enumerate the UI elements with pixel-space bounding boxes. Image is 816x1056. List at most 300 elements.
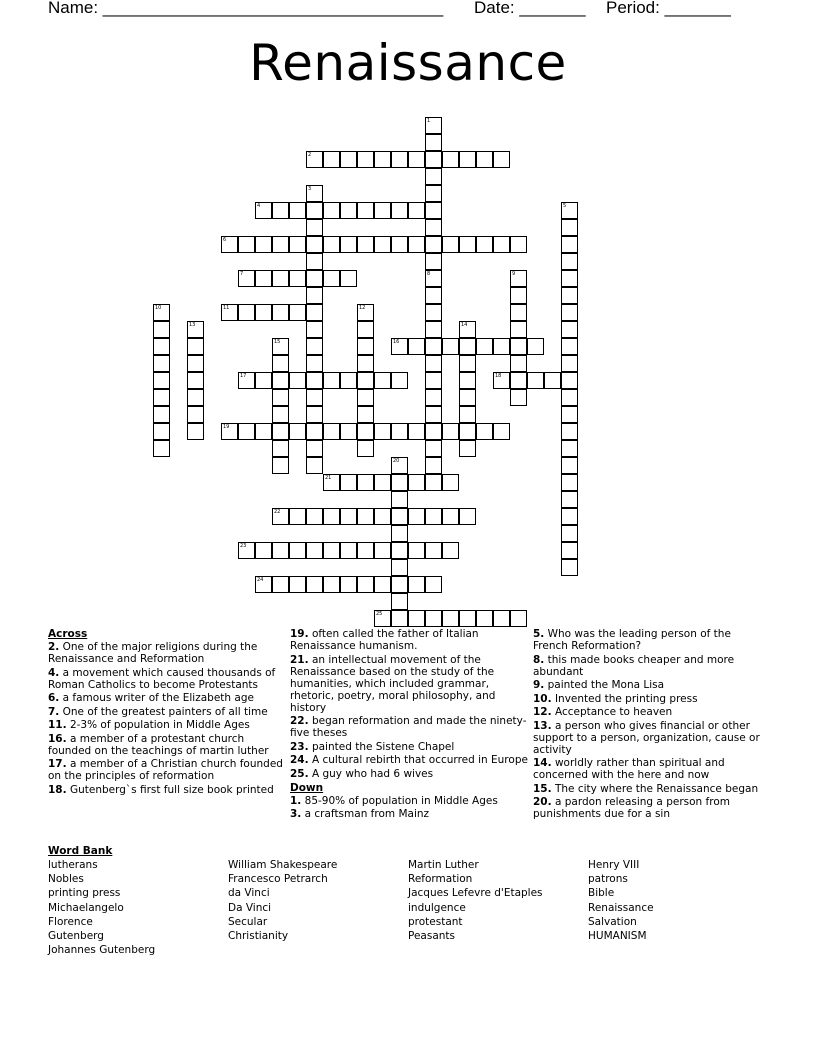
word-bank-item: Johannes Gutenberg xyxy=(48,944,156,957)
crossword-cell[interactable] xyxy=(561,559,578,576)
crossword-cell[interactable] xyxy=(425,185,442,202)
clue-number: 3. xyxy=(290,808,302,820)
crossword-cell[interactable] xyxy=(306,576,323,593)
clue-item xyxy=(48,733,284,757)
crossword-cell[interactable] xyxy=(476,151,493,168)
name-field-label: Name: ____________________________________ xyxy=(48,0,444,17)
crossword-cell[interactable] xyxy=(238,304,255,321)
crossword-cell[interactable] xyxy=(340,270,357,287)
crossword-cell[interactable] xyxy=(425,202,442,219)
crossword-cell[interactable] xyxy=(561,236,578,253)
crossword-cell[interactable] xyxy=(289,202,306,219)
crossword-cell[interactable] xyxy=(323,576,340,593)
crossword-cell[interactable] xyxy=(289,542,306,559)
crossword-cell[interactable] xyxy=(272,304,289,321)
crossword-cell[interactable] xyxy=(561,355,578,372)
crossword-cell[interactable] xyxy=(459,423,476,440)
crossword-cell[interactable] xyxy=(459,508,476,525)
crossword-cell[interactable] xyxy=(255,372,272,389)
crossword-cell[interactable] xyxy=(289,423,306,440)
crossword-cell[interactable] xyxy=(425,287,442,304)
crossword-cell[interactable] xyxy=(408,508,425,525)
word-bank-item: Martin Luther xyxy=(408,859,479,871)
crossword-cell[interactable] xyxy=(255,423,272,440)
crossword-cell[interactable] xyxy=(510,287,527,304)
crossword-cell[interactable] xyxy=(187,389,204,406)
crossword-cell[interactable] xyxy=(459,389,476,406)
crossword-cell[interactable] xyxy=(561,440,578,457)
page-title: Renaissance xyxy=(249,34,567,92)
crossword-cell[interactable] xyxy=(153,389,170,406)
crossword-cell[interactable] xyxy=(425,355,442,372)
word-bank-item: protestant xyxy=(408,915,463,928)
crossword-cell[interactable] xyxy=(391,491,408,508)
clue-item xyxy=(290,768,528,780)
clue-number: 7. xyxy=(48,705,60,718)
clue-number: 10. xyxy=(533,692,552,705)
crossword-cell[interactable] xyxy=(561,491,578,508)
crossword-cell[interactable] xyxy=(272,372,289,389)
crossword-clue-number: 18 xyxy=(495,373,502,379)
crossword-cell[interactable] xyxy=(272,236,289,253)
crossword-cell[interactable] xyxy=(391,508,408,525)
clue-item xyxy=(290,808,528,820)
crossword-cell[interactable] xyxy=(408,202,425,219)
crossword-cell[interactable] xyxy=(425,134,442,151)
crossword-clue-number: 11 xyxy=(223,305,230,311)
crossword-cell[interactable] xyxy=(238,236,255,253)
crossword-cell[interactable] xyxy=(272,406,289,423)
crossword-cell[interactable] xyxy=(187,355,204,372)
crossword-cell[interactable] xyxy=(442,236,459,253)
crossword-cell[interactable] xyxy=(153,440,170,457)
crossword-cell[interactable] xyxy=(510,304,527,321)
crossword-cell[interactable] xyxy=(306,457,323,474)
crossword-cell[interactable] xyxy=(391,423,408,440)
crossword-cell[interactable] xyxy=(442,474,459,491)
clue-item xyxy=(290,628,528,652)
crossword-cell[interactable] xyxy=(459,236,476,253)
crossword-cell[interactable] xyxy=(425,338,442,355)
crossword-cell[interactable] xyxy=(425,253,442,270)
clue-text: this made books cheaper and more abundant xyxy=(533,653,735,678)
clue-item xyxy=(48,692,284,704)
word-bank-item: Renaissance xyxy=(588,901,654,914)
crossword-cell[interactable] xyxy=(272,389,289,406)
crossword-cell[interactable] xyxy=(374,542,391,559)
clue-text: A cultural rebirth that occurred in Europe xyxy=(308,754,528,766)
crossword-cell[interactable] xyxy=(510,389,527,406)
crossword-cell[interactable] xyxy=(425,440,442,457)
crossword-cell[interactable] xyxy=(255,542,272,559)
clue-text: The city where the Renaissance began xyxy=(551,782,759,795)
crossword-cell[interactable] xyxy=(289,236,306,253)
crossword-clue-number: 15 xyxy=(274,339,281,345)
crossword-cell[interactable] xyxy=(306,202,323,219)
crossword-cell[interactable] xyxy=(340,372,357,389)
crossword-cell[interactable] xyxy=(272,542,289,559)
date-field-label: Date: _______ xyxy=(474,0,586,17)
clue-section-heading: Down xyxy=(290,781,324,794)
crossword-clue-number: 8 xyxy=(427,271,431,277)
crossword-cell[interactable] xyxy=(459,151,476,168)
crossword-cell[interactable] xyxy=(391,610,408,627)
crossword-cell[interactable] xyxy=(493,151,510,168)
crossword-cell[interactable] xyxy=(510,355,527,372)
crossword-cell[interactable] xyxy=(425,457,442,474)
crossword-cell[interactable] xyxy=(561,304,578,321)
clue-text: painted the Mona Lisa xyxy=(544,679,665,691)
clue-number: 20. xyxy=(533,796,552,808)
word-bank-column-2 xyxy=(228,858,337,943)
crossword-cell[interactable] xyxy=(425,304,442,321)
crossword-clue-number: 4 xyxy=(257,203,261,209)
crossword-cell[interactable] xyxy=(391,151,408,168)
clue-section-heading: Across xyxy=(48,628,88,640)
crossword-cell[interactable] xyxy=(425,423,442,440)
crossword-cell[interactable] xyxy=(153,355,170,372)
crossword-cell[interactable] xyxy=(323,423,340,440)
crossword-cell[interactable] xyxy=(357,355,374,372)
crossword-cell[interactable] xyxy=(476,338,493,355)
word-bank-column-4 xyxy=(588,858,654,943)
clue-text: One of the major religions during the Renaissance and Reformation xyxy=(48,641,258,665)
crossword-cell[interactable] xyxy=(357,542,374,559)
crossword-cell[interactable] xyxy=(391,202,408,219)
crossword-cell[interactable] xyxy=(425,321,442,338)
crossword-cell[interactable] xyxy=(561,219,578,236)
crossword-cell[interactable] xyxy=(408,610,425,627)
crossword-cell[interactable] xyxy=(357,474,374,491)
crossword-cell[interactable] xyxy=(425,389,442,406)
crossword-cell[interactable] xyxy=(306,270,323,287)
crossword-cell[interactable] xyxy=(153,338,170,355)
crossword-cell[interactable] xyxy=(408,576,425,593)
clue-text: 2-3% of population in Middle Ages xyxy=(66,719,250,731)
crossword-cell[interactable] xyxy=(306,253,323,270)
crossword-cell[interactable] xyxy=(187,372,204,389)
crossword-cell[interactable] xyxy=(527,338,544,355)
crossword-cell[interactable] xyxy=(272,576,289,593)
clue-item xyxy=(48,719,284,731)
crossword-cell[interactable] xyxy=(357,576,374,593)
crossword-cell[interactable] xyxy=(561,423,578,440)
crossword-cell[interactable] xyxy=(408,151,425,168)
crossword-cell[interactable] xyxy=(374,202,391,219)
crossword-cell[interactable] xyxy=(391,474,408,491)
clue-text: Who was the leading person of the French Reformation? xyxy=(533,628,731,652)
crossword-cell[interactable] xyxy=(289,372,306,389)
crossword-cell[interactable] xyxy=(374,372,391,389)
crossword-cell[interactable] xyxy=(408,236,425,253)
crossword-cell[interactable] xyxy=(493,236,510,253)
crossword-cell[interactable] xyxy=(476,236,493,253)
crossword-cell[interactable] xyxy=(374,423,391,440)
crossword-cell[interactable] xyxy=(459,338,476,355)
crossword-cell[interactable] xyxy=(306,440,323,457)
crossword-cell[interactable] xyxy=(306,508,323,525)
crossword-clue-number: 21 xyxy=(325,475,332,481)
crossword-cell[interactable] xyxy=(357,151,374,168)
crossword-cell[interactable] xyxy=(391,593,408,610)
crossword-cell[interactable] xyxy=(357,202,374,219)
crossword-cell[interactable] xyxy=(357,338,374,355)
clue-text: Invented the printing press xyxy=(551,692,698,705)
crossword-clue-number: 6 xyxy=(223,237,227,243)
crossword-cell[interactable] xyxy=(323,372,340,389)
crossword-cell[interactable] xyxy=(187,406,204,423)
clue-item xyxy=(290,754,528,766)
crossword-cell[interactable] xyxy=(357,406,374,423)
crossword-cell[interactable] xyxy=(357,321,374,338)
crossword-cell[interactable] xyxy=(306,338,323,355)
crossword-cell[interactable] xyxy=(289,576,306,593)
crossword-cell[interactable] xyxy=(306,423,323,440)
clue-number: 2. xyxy=(48,641,60,653)
crossword-cell[interactable] xyxy=(408,423,425,440)
crossword-cell[interactable] xyxy=(306,389,323,406)
crossword-cell[interactable] xyxy=(340,576,357,593)
crossword-cell[interactable] xyxy=(561,253,578,270)
crossword-cell[interactable] xyxy=(510,236,527,253)
crossword-cell[interactable] xyxy=(187,423,204,440)
crossword-cell[interactable] xyxy=(459,372,476,389)
clue-text: a person who gives financial or other support to a person, organization, cause or activity xyxy=(533,719,760,756)
crossword-cell[interactable] xyxy=(442,338,459,355)
crossword-clue-number: 17 xyxy=(240,373,247,379)
crossword-cell[interactable] xyxy=(374,576,391,593)
crossword-cell[interactable] xyxy=(323,508,340,525)
clue-number: 12. xyxy=(533,706,552,718)
crossword-cell[interactable] xyxy=(442,151,459,168)
crossword-cell[interactable] xyxy=(510,372,527,389)
crossword-cell[interactable] xyxy=(153,321,170,338)
crossword-cell[interactable] xyxy=(187,338,204,355)
crossword-cell[interactable] xyxy=(255,304,272,321)
crossword-cell[interactable] xyxy=(459,406,476,423)
crossword-cell[interactable] xyxy=(442,423,459,440)
crossword-cell[interactable] xyxy=(459,355,476,372)
crossword-cell[interactable] xyxy=(561,338,578,355)
crossword-cell[interactable] xyxy=(374,508,391,525)
word-bank-item: Peasants xyxy=(408,930,455,943)
crossword-cell[interactable] xyxy=(425,151,442,168)
clues-column-2 xyxy=(290,628,528,822)
crossword-cell[interactable] xyxy=(493,338,510,355)
word-bank-item: Christianity xyxy=(228,930,289,943)
crossword-cell[interactable] xyxy=(374,474,391,491)
clue-number: 25. xyxy=(290,767,309,780)
crossword-cell[interactable] xyxy=(272,202,289,219)
crossword-cell[interactable] xyxy=(561,525,578,542)
clue-number: 1. xyxy=(290,794,302,807)
crossword-cell[interactable] xyxy=(357,423,374,440)
crossword-cell[interactable] xyxy=(153,406,170,423)
crossword-cell[interactable] xyxy=(391,559,408,576)
crossword-cell[interactable] xyxy=(391,372,408,389)
crossword-cell[interactable] xyxy=(408,542,425,559)
clue-item xyxy=(290,795,528,807)
crossword-cell[interactable] xyxy=(340,423,357,440)
clue-number: 23. xyxy=(290,740,309,753)
crossword-cell[interactable] xyxy=(340,202,357,219)
clue-number: 13. xyxy=(533,719,552,732)
crossword-cell[interactable] xyxy=(306,236,323,253)
crossword-cell[interactable] xyxy=(493,610,510,627)
crossword-cell[interactable] xyxy=(425,406,442,423)
crossword-cell[interactable] xyxy=(527,372,544,389)
word-bank-item: lutherans xyxy=(48,859,98,871)
crossword-cell[interactable] xyxy=(340,474,357,491)
crossword-cell[interactable] xyxy=(357,372,374,389)
crossword-cell[interactable] xyxy=(561,508,578,525)
crossword-cell[interactable] xyxy=(425,508,442,525)
word-bank-item: Da Vinci xyxy=(228,901,272,914)
word-bank-item: Henry VIII xyxy=(588,859,640,871)
crossword-cell[interactable] xyxy=(391,576,408,593)
crossword-cell[interactable] xyxy=(561,474,578,491)
crossword-cell[interactable] xyxy=(340,151,357,168)
crossword-cell[interactable] xyxy=(306,542,323,559)
clue-item xyxy=(533,757,768,781)
crossword-cell[interactable] xyxy=(510,610,527,627)
word-bank-item: Secular xyxy=(228,915,268,928)
crossword-clue-number: 22 xyxy=(274,509,281,515)
crossword-clue-number: 9 xyxy=(512,271,516,277)
clue-text: a member of a protestant church founded on the teachings of martin luther xyxy=(48,732,269,757)
crossword-cell[interactable] xyxy=(425,168,442,185)
word-bank-item: HUMANISM xyxy=(588,930,647,943)
clue-item xyxy=(533,693,768,705)
crossword-cell[interactable] xyxy=(425,219,442,236)
clue-item xyxy=(533,679,768,691)
crossword-cell[interactable] xyxy=(306,372,323,389)
crossword-cell[interactable] xyxy=(425,576,442,593)
clues-column-3 xyxy=(533,628,768,822)
crossword-cell[interactable] xyxy=(442,542,459,559)
crossword-cell[interactable] xyxy=(561,372,578,389)
clue-text: a craftsman from Mainz xyxy=(301,808,430,820)
crossword-cell[interactable] xyxy=(153,423,170,440)
crossword-cell[interactable] xyxy=(272,270,289,287)
crossword-cell[interactable] xyxy=(425,610,442,627)
crossword-cell[interactable] xyxy=(510,338,527,355)
crossword-cell[interactable] xyxy=(561,406,578,423)
crossword-cell[interactable] xyxy=(255,270,272,287)
crossword-cell[interactable] xyxy=(289,304,306,321)
crossword-cell[interactable] xyxy=(323,202,340,219)
crossword-cell[interactable] xyxy=(272,423,289,440)
crossword-cell[interactable] xyxy=(357,440,374,457)
crossword-cell[interactable] xyxy=(272,440,289,457)
clue-number: 9. xyxy=(533,679,545,691)
crossword-clue-number: 12 xyxy=(359,305,366,311)
crossword-cell[interactable] xyxy=(255,236,272,253)
crossword-cell[interactable] xyxy=(391,236,408,253)
word-bank-item: Nobles xyxy=(48,873,84,886)
crossword-cell[interactable] xyxy=(425,542,442,559)
crossword-cell[interactable] xyxy=(374,151,391,168)
crossword-cell[interactable] xyxy=(561,287,578,304)
crossword-cell[interactable] xyxy=(323,542,340,559)
crossword-cell[interactable] xyxy=(459,610,476,627)
crossword-clue-number: 2 xyxy=(308,152,312,158)
crossword-cell[interactable] xyxy=(357,389,374,406)
crossword-cell[interactable] xyxy=(340,236,357,253)
crossword-cell[interactable] xyxy=(425,474,442,491)
crossword-cell[interactable] xyxy=(561,542,578,559)
crossword-clue-number: 13 xyxy=(189,322,196,328)
crossword-cell[interactable] xyxy=(510,321,527,338)
crossword-cell[interactable] xyxy=(357,236,374,253)
crossword-cell[interactable] xyxy=(476,610,493,627)
word-bank-item: William Shakespeare xyxy=(228,859,338,871)
clue-item xyxy=(533,783,768,795)
crossword-cell[interactable] xyxy=(357,508,374,525)
crossword-cell[interactable] xyxy=(442,508,459,525)
crossword-cell[interactable] xyxy=(289,508,306,525)
word-bank-item: Gutenberg xyxy=(48,930,104,943)
crossword-cell[interactable] xyxy=(306,219,323,236)
crossword-clue-number: 23 xyxy=(240,543,247,549)
crossword-cell[interactable] xyxy=(561,270,578,287)
clue-text: A guy who had 6 wives xyxy=(308,767,434,780)
crossword-cell[interactable] xyxy=(340,508,357,525)
clue-text: painted the Sistene Chapel xyxy=(308,740,455,753)
crossword-cell[interactable] xyxy=(323,236,340,253)
crossword-cell[interactable] xyxy=(340,542,357,559)
crossword-cell[interactable] xyxy=(272,355,289,372)
crossword-cell[interactable] xyxy=(306,287,323,304)
crossword-cell[interactable] xyxy=(476,423,493,440)
word-bank-title: Word Bank xyxy=(48,845,113,857)
crossword-cell[interactable] xyxy=(561,389,578,406)
crossword-cell[interactable] xyxy=(306,355,323,372)
word-bank-item: patrons xyxy=(588,873,628,886)
clue-number: 21. xyxy=(290,653,309,666)
crossword-cell[interactable] xyxy=(493,423,510,440)
crossword-cell[interactable] xyxy=(442,610,459,627)
crossword-cell[interactable] xyxy=(323,151,340,168)
crossword-cell[interactable] xyxy=(323,270,340,287)
crossword-cell[interactable] xyxy=(561,457,578,474)
crossword-cell[interactable] xyxy=(459,440,476,457)
crossword-cell[interactable] xyxy=(153,372,170,389)
crossword-cell[interactable] xyxy=(306,304,323,321)
clue-text: often called the father of Italian Renaissance humanism. xyxy=(290,628,479,652)
crossword-cell[interactable] xyxy=(425,372,442,389)
crossword-cell[interactable] xyxy=(408,474,425,491)
word-bank-item: printing press xyxy=(48,887,121,900)
crossword-cell[interactable] xyxy=(391,525,408,542)
crossword-cell[interactable] xyxy=(425,236,442,253)
crossword-cell[interactable] xyxy=(272,457,289,474)
clue-text: a movement which caused thousands of Roman Catholics to become Protestants xyxy=(48,666,276,691)
clue-item xyxy=(533,654,768,678)
crossword-cell[interactable] xyxy=(374,236,391,253)
crossword-cell[interactable] xyxy=(561,321,578,338)
crossword-cell[interactable] xyxy=(289,270,306,287)
clues-column-1 xyxy=(48,628,284,797)
crossword-cell[interactable] xyxy=(391,542,408,559)
crossword-clue-number: 16 xyxy=(393,339,400,345)
crossword-cell[interactable] xyxy=(306,321,323,338)
crossword-cell[interactable] xyxy=(306,406,323,423)
crossword-cell[interactable] xyxy=(544,372,561,389)
crossword-cell[interactable] xyxy=(238,423,255,440)
clue-number: 11. xyxy=(48,719,67,731)
crossword-cell[interactable] xyxy=(408,338,425,355)
